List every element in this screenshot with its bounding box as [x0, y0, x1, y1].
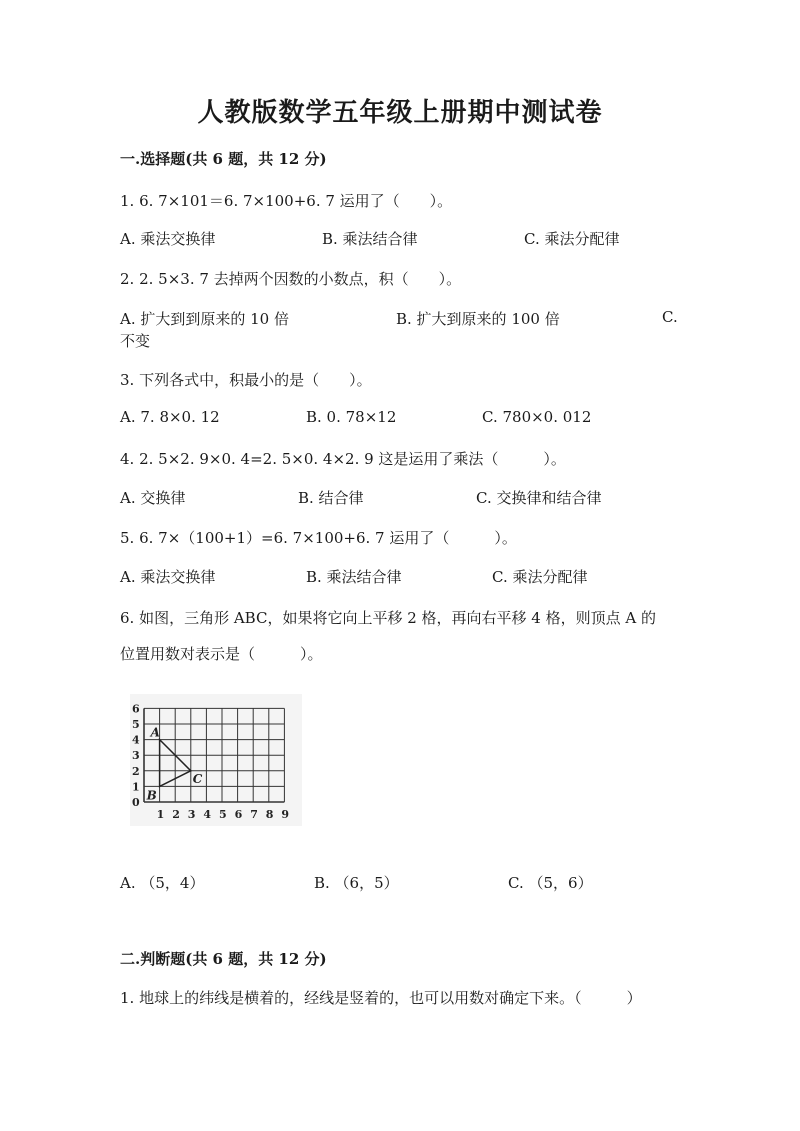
question-5: 5. 6. 7×（100+1）=6. 7×100+6. 7 运用了（ ）。 [120, 529, 517, 547]
q6-option-a: A. （5，4） [120, 874, 205, 892]
q5-option-c: C. 乘法分配律 [492, 568, 588, 586]
y-axis-label: 2 [132, 764, 140, 778]
grid-background [130, 694, 302, 826]
q3-option-b: B. 0. 78×12 [306, 408, 397, 426]
q6-option-b: B. （6，5） [314, 874, 399, 892]
question-4: 4. 2. 5×2. 9×0. 4=2. 5×0. 4×2. 9 这是运用了乘法（ ）。 [120, 450, 566, 468]
coordinate-grid-figure [128, 692, 303, 827]
question-3: 3. 下列各式中，积最小的是（ ）。 [120, 371, 372, 389]
q2-option-c-text: 不变 [120, 332, 151, 350]
q6-option-c: C. （5，6） [508, 874, 593, 892]
section-heading-judgement: 二.判断题(共 6 题，共 12 分) [120, 950, 327, 968]
q3-option-a: A. 7. 8×0. 12 [120, 408, 220, 426]
x-axis-label: 5 [219, 808, 227, 821]
q5-option-a: A. 乘法交换律 [120, 568, 216, 586]
q4-option-a: A. 交换律 [120, 489, 186, 507]
question-6-line-1: 6. 如图，三角形 ABC，如果将它向上平移 2 格，再向右平移 4 格，则顶点 A 的 [120, 609, 656, 627]
q1-option-b: B. 乘法结合律 [322, 230, 418, 248]
point-label-a: A [150, 725, 160, 740]
question-6-line-2: 位置用数对表示是（ ）。 [120, 645, 323, 663]
question-1: 1. 6. 7×101＝6. 7×100+6. 7 运用了（ ）。 [120, 192, 453, 210]
x-axis-label: 3 [187, 808, 196, 821]
y-axis-label: 4 [132, 733, 140, 747]
q2-option-a: A. 扩大到到原来的 10 倍 [120, 310, 289, 328]
point-label-b: B [146, 788, 157, 803]
x-axis-label: 7 [250, 808, 258, 821]
y-axis-label: 5 [132, 718, 140, 731]
x-axis-label: 9 [281, 808, 290, 821]
q4-option-b: B. 结合律 [298, 489, 364, 507]
x-axis-label: 1 [156, 808, 165, 821]
q2-option-b: B. 扩大到原来的 100 倍 [396, 310, 560, 328]
judgement-question-1: 1. 地球上的纬线是横着的，经线是竖着的，也可以用数对确定下来。（ ） [120, 989, 642, 1007]
page-title: 人教版数学五年级上册期中测试卷 [197, 98, 603, 128]
coordinate-grid-svg [128, 692, 303, 827]
x-axis-label: 6 [234, 808, 243, 821]
y-axis-label: 3 [132, 749, 140, 763]
x-axis-label: 2 [172, 808, 180, 821]
q3-option-c: C. 780×0. 012 [482, 408, 592, 426]
point-label-c: C [192, 771, 203, 786]
x-axis-label: 4 [203, 808, 212, 821]
question-2: 2. 2. 5×3. 7 去掉两个因数的小数点，积（ ）。 [120, 270, 462, 288]
y-axis-label: 1 [132, 780, 140, 794]
q1-option-c: C. 乘法分配律 [524, 230, 620, 248]
y-axis-label: 0 [132, 796, 140, 809]
y-axis-label: 6 [132, 702, 140, 716]
section-heading-choice: 一.选择题(共 6 题，共 12 分) [120, 150, 327, 168]
x-axis-label: 8 [265, 808, 274, 821]
q2-option-c: C. [662, 308, 678, 326]
q4-option-c: C. 交换律和结合律 [476, 489, 602, 507]
q5-option-b: B. 乘法结合律 [306, 568, 402, 586]
q1-option-a: A. 乘法交换律 [120, 230, 216, 248]
